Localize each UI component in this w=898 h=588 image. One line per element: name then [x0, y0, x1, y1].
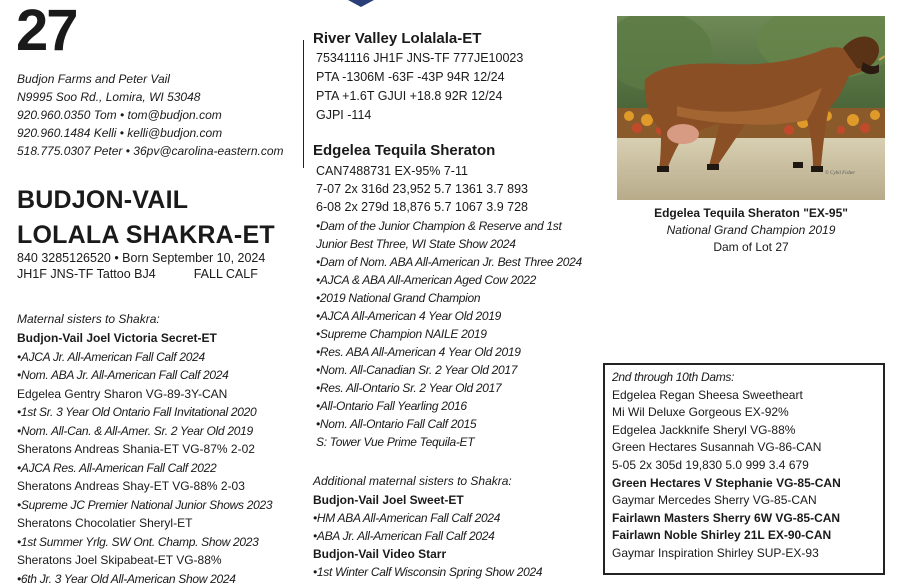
- dam-line: 7-07 2x 316d 23,952 5.7 1361 3.7 893: [316, 180, 528, 198]
- list-item: Gaymar Inspiration Shirley SUP-EX-93: [612, 545, 841, 563]
- dam-achievement: •Res. All-Ontario Sr. 2 Year Old 2017: [316, 379, 582, 397]
- list-item: •Nom. All-Can. & All-Amer. Sr. 2 Year Old 2019: [17, 422, 272, 441]
- list-item: Fairlawn Noble Shirley 21L EX-90-CAN: [612, 527, 841, 545]
- cow-image: [617, 16, 885, 200]
- sire-name: River Valley Lolalala-ET: [313, 30, 481, 47]
- list-item: Gaymar Mercedes Sherry VG-85-CAN: [612, 492, 841, 510]
- dam-achievement: •Res. ABA All-American 4 Year Old 2019: [316, 343, 582, 361]
- list-item: Green Hectares V Stephanie VG-85-CAN: [612, 475, 841, 493]
- animal-id-line2: [17, 266, 265, 282]
- divider: [303, 40, 304, 168]
- dam-achievement: •AJCA & ABA All-American Aged Cow 2022: [316, 271, 582, 289]
- photo-caption-subtitle: National Grand Champion 2019: [617, 223, 885, 237]
- photo-credit: © Cybil Fisher: [825, 170, 855, 176]
- list-item: •1st Summer Yrlg. SW Ont. Champ. Show 2023: [17, 533, 272, 552]
- list-item: Edgelea Gentry Sharon VG-89-3Y-CAN: [17, 385, 272, 404]
- photo-caption-title: Edgelea Tequila Sheraton "EX-95": [617, 206, 885, 220]
- dams-heading: 2nd through 10th Dams:: [612, 369, 841, 387]
- list-item: Budjon-Vail Joel Victoria Secret-ET: [17, 329, 272, 348]
- additional-sisters-list: [313, 491, 542, 581]
- dams-list: [612, 369, 841, 563]
- consignor-line: Budjon Farms and Peter Vail: [17, 70, 284, 88]
- dam-photo: [617, 16, 885, 200]
- sire-line: GJPI -114: [316, 106, 523, 125]
- sire-info: [316, 49, 523, 125]
- list-item: 5-05 2x 305d 19,830 5.0 999 3.4 679: [612, 457, 841, 475]
- consignor-contact: [17, 70, 284, 160]
- list-item: •Supreme JC Premier National Junior Shows 2023: [17, 496, 272, 515]
- dam-achievement: •AJCA All-American 4 Year Old 2019: [316, 307, 582, 325]
- list-item: Fairlawn Masters Sherry 6W VG-85-CAN: [612, 510, 841, 528]
- list-item: •AJCA Jr. All-American Fall Calf 2024: [17, 348, 272, 367]
- list-item: Budjon-Vail Video Starr: [313, 545, 542, 563]
- list-item: •HM ABA All-American Fall Calf 2024: [313, 509, 542, 527]
- maternal-sisters-list: [17, 329, 272, 588]
- list-item: Sheratons Chocolatier Sheryl-ET: [17, 514, 272, 533]
- animal-id-line1: 840 3285126520 • Born September 10, 2024: [17, 250, 265, 266]
- list-item: Mi Wil Deluxe Gorgeous EX-92%: [612, 404, 841, 422]
- sire-line: PTA +1.6T GJUI +18.8 92R 12/24: [316, 87, 523, 106]
- animal-registration: JH1F JNS-TF Tattoo BJ4: [17, 267, 156, 281]
- list-item: Edgelea Regan Sheesa Sweetheart: [612, 387, 841, 405]
- list-item: •1st Winter Calf Wisconsin Spring Show 2024: [313, 563, 542, 581]
- animal-name-line1: BUDJON-VAIL: [17, 183, 275, 218]
- list-item: •Nom. ABA Jr. All-American Fall Calf 2024: [17, 366, 272, 385]
- lot-number: 27: [16, 2, 77, 60]
- list-item: •6th Jr. 3 Year Old All-American Show 2024: [17, 570, 272, 588]
- list-item: •AJCA Res. All-American Fall Calf 2022: [17, 459, 272, 478]
- dam-achievement: •Dam of Nom. ABA All-American Jr. Best Three 2024: [316, 253, 582, 271]
- dam-sire: S: Tower Vue Prime Tequila-ET: [316, 433, 582, 451]
- dam-achievement: •Supreme Champion NAILE 2019: [316, 325, 582, 343]
- list-item: Budjon-Vail Joel Sweet-ET: [313, 491, 542, 509]
- consignor-phone-tom: 920.960.0350 Tom • tom@budjon.com: [17, 106, 284, 124]
- additional-sisters-heading: Additional maternal sisters to Shakra:: [313, 474, 512, 488]
- consignor-phone-kelli: 920.960.1484 Kelli • kelli@budjon.com: [17, 124, 284, 142]
- dam-name: Edgelea Tequila Sheraton: [313, 142, 495, 159]
- dam-line: CAN7488731 EX-95% 7-11: [316, 162, 528, 180]
- list-item: Sheratons Andreas Shay-ET VG-88% 2-03: [17, 477, 272, 496]
- animal-name-line2: LOLALA SHAKRA-ET: [17, 218, 275, 253]
- dam-achievement: •All-Ontario Fall Yearling 2016: [316, 397, 582, 415]
- list-item: Green Hectares Susannah VG-86-CAN: [612, 439, 841, 457]
- animal-id: [17, 250, 265, 282]
- list-item: Sheratons Joel Skipabeat-ET VG-88%: [17, 551, 272, 570]
- dam-achievement: •Nom. All-Canadian Sr. 2 Year Old 2017: [316, 361, 582, 379]
- dam-achievement: •Nom. All-Ontario Fall Calf 2015: [316, 415, 582, 433]
- dam-achievements: [316, 217, 582, 451]
- logo-icon: [348, 0, 374, 8]
- dam-line: 6-08 2x 279d 18,876 5.7 1067 3.9 728: [316, 198, 528, 216]
- dam-achievement: •Dam of the Junior Champion & Reserve and 1st: [316, 217, 582, 235]
- maternal-sisters-heading: Maternal sisters to Shakra:: [17, 312, 160, 326]
- list-item: Sheratons Andreas Shania-ET VG-87% 2-02: [17, 440, 272, 459]
- sire-line: 75341116 JH1F JNS-TF 777JE10023: [316, 49, 523, 68]
- animal-class: FALL CALF: [194, 267, 258, 281]
- animal-name: [17, 183, 275, 253]
- dam-achievement: Junior Best Three, WI State Show 2024: [316, 235, 582, 253]
- dam-achievement: •2019 National Grand Champion: [316, 289, 582, 307]
- list-item: •1st Sr. 3 Year Old Ontario Fall Invitational 2020: [17, 403, 272, 422]
- dam-info: [316, 162, 528, 216]
- consignor-address: N9995 Soo Rd., Lomira, WI 53048: [17, 88, 284, 106]
- sire-line: PTA -1306M -63F -43P 94R 12/24: [316, 68, 523, 87]
- consignor-phone-peter: 518.775.0307 Peter • 36pv@carolina-eastern.com: [17, 142, 284, 160]
- list-item: •ABA Jr. All-American Fall Calf 2024: [313, 527, 542, 545]
- photo-caption-note: Dam of Lot 27: [617, 240, 885, 254]
- list-item: Edgelea Jackknife Sheryl VG-88%: [612, 422, 841, 440]
